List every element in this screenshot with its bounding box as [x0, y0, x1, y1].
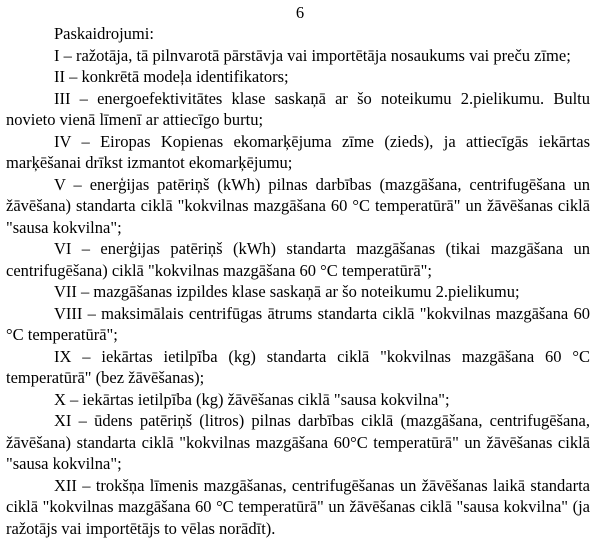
- page-number: 6: [295, 3, 305, 22]
- explanation-item-X: X – iekārtas ietilpība (kg) žāvēšanas ciklā "sausa kokvilna";: [54, 389, 450, 409]
- explanation-item-XI: XI – ūdens patēriņš (litros) pilnas darbības ciklā (mazgāšana, centrifugēšana, žāvēšana) standarta ciklā "kokvilnas mazgāšana 60°C temperatūrā" un žāvēšanas ciklā "sausa kokvilna";: [6, 411, 590, 473]
- explanation-item-VI: VI – enerģijas patēriņš (kWh) standarta mazgāšanas (tikai mazgāšana un centrifugēšana) ciklā "kokvilnas mazgāšana 60 °C temperatūrā";: [6, 239, 590, 280]
- explanations-heading: Paskaidrojumi:: [54, 24, 154, 43]
- explanation-item-II: II – konkrētā modeļa identifikators;: [54, 67, 289, 86]
- explanation-item-III: III – energoefektivitātes klase saskaņā ar šo noteikumu 2.pielikumu. Bultu novieto vienā līmenī ar attiecīgo burtu;: [6, 88, 590, 129]
- explanation-item-IX: IX – iekārtas ietilpība (kg) standarta ciklā "kokvilnas mazgāšana 60 °C temperatūrā" (bez žāvēšanas);: [6, 346, 590, 387]
- explanation-item-IV: IV – Eiropas Kopienas ekomarķējuma zīme (zieds), ja attiecīgās iekārtas marķēšanai drīkst izmantot ekomarķējumu;: [6, 131, 590, 172]
- explanation-item-XII: XII – trokšņa līmenis mazgāšanas, centrifugēšanas un žāvēšanas laikā standarta ciklā "kokvilnas mazgāšana 60 °C temperatūrā" un žāvēšanas ciklā "sausa kokvilna" (ja ražotājs vai importētājs to vēlas norādīt).: [6, 475, 590, 538]
- explanation-item-V: V – enerģijas patēriņš (kWh) pilnas darbības (mazgāšana, centrifugēšana un žāvēšana) standarta ciklā "kokvilnas mazgāšana 60 °C temperatūrā" un žāvēšanas ciklā "sausa kokvilna";: [6, 174, 590, 237]
- explanations-section: [6, 23, 590, 539]
- explanation-item-I: I – ražotāja, tā pilnvarotā pārstāvja vai importētāja nosaukums vai preču zīme;: [54, 45, 571, 65]
- explanation-item-VIII: VIII – maksimālais centrifūgas ātrums standarta ciklā "kokvilnas mazgāšana 60 °C temperatūrā";: [6, 303, 590, 344]
- explanation-item-VII: VII – mazgāšanas izpildes klase saskaņā ar šo noteikumu 2.pielikumu;: [54, 282, 520, 301]
